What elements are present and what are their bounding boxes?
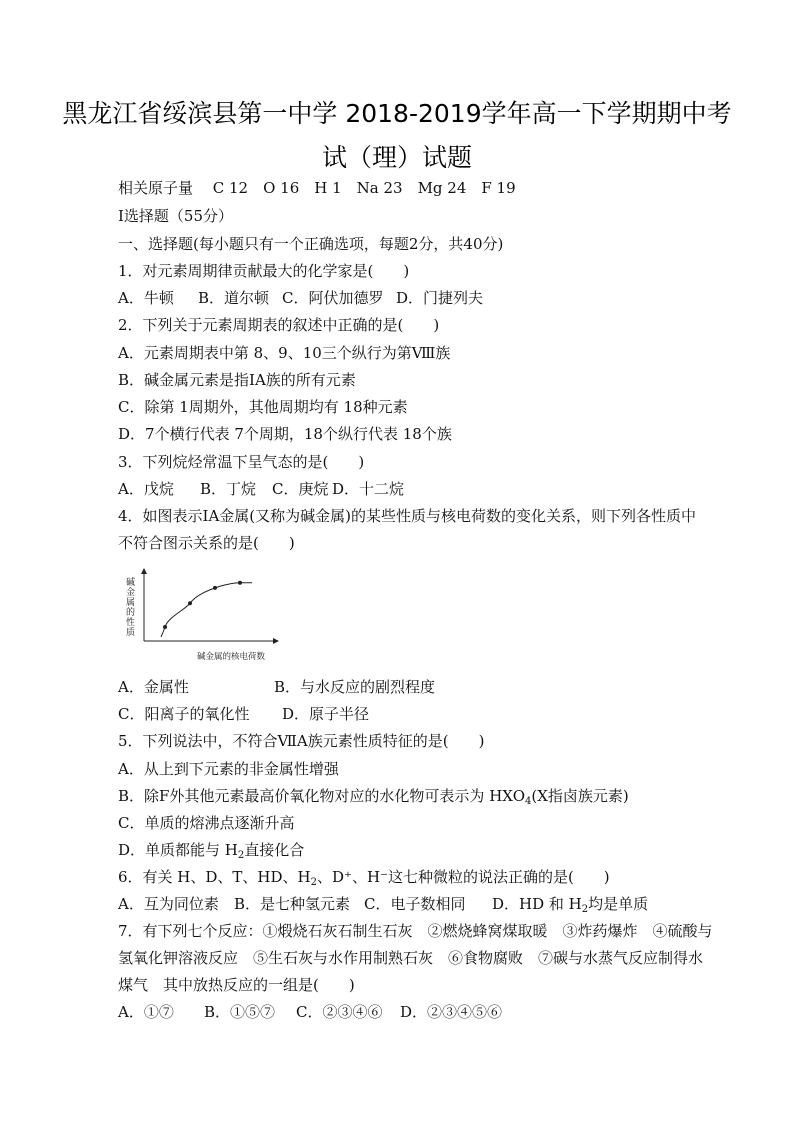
chart-series-line <box>161 583 252 637</box>
question-6-stem <box>118 867 718 887</box>
chart-y-label: 碱金属的性质 <box>126 578 136 638</box>
q3-option-a: A．戊烷 <box>118 480 174 498</box>
q4-option-a: A．金属性 <box>118 678 189 696</box>
q6-option-c: C．电子数相同 <box>364 895 466 913</box>
q6-option-d-text: D．HD 和 H <box>492 895 582 913</box>
question-5-stem: 5．下列说法中，不符合ⅦA族元素性质特征的是( ) <box>118 732 485 750</box>
section-heading: Ⅰ选择题（55分） <box>118 207 234 225</box>
q4-option-c: C．阳离子的氧化性 <box>118 705 250 723</box>
q5-option-b <box>118 786 718 806</box>
question-4-options-row1 <box>118 677 718 697</box>
chart-data-point-1 <box>163 625 167 629</box>
question-4-options-row2 <box>118 704 718 724</box>
question-4-stem-line2: 不符合图示关系的是( ) <box>118 534 295 552</box>
question-7-stem-line3: 煤气 其中放热反应的一组是( ) <box>118 976 355 994</box>
q6-stem-subscript: 2 <box>310 877 317 888</box>
question-2-stem: 2．下列关于元素周期表的叙述中正确的是( ) <box>118 316 440 334</box>
q5-option-b-subscript: 4 <box>525 796 532 807</box>
q5-option-d-subscript: 2 <box>237 850 245 861</box>
q2-option-a: A．元素周期表中第 8、9、10三个纵行为第Ⅷ族 <box>118 344 451 362</box>
q6-option-d-tail: 均是单质 <box>588 895 649 913</box>
question-3-stem: 3．下列烷烃常温下呈气态的是( ) <box>118 453 365 471</box>
q5-option-a: A．从上到下元素的非金属性增强 <box>118 760 339 778</box>
q3-option-d: D．十二烷 <box>332 480 405 498</box>
question-4-stem-line1: 4．如图表示ⅠA金属(又称为碱金属)的某些性质与核电荷数的变化关系，则下列各性质中 <box>118 507 697 525</box>
q5-option-b-tail: (X指卤族元素) <box>531 787 629 805</box>
q7-option-d: D．②③④⑤⑥ <box>400 1003 503 1021</box>
question-7-stem-line1: 7．有下列七个反应：①煅烧石灰石制生石灰 ②燃烧蜂窝煤取暖 ③炸药爆炸 ④硫酸与 <box>118 922 713 940</box>
question-6-options <box>118 894 718 914</box>
question-7-stem-line2: 氢氧化钾溶液反应 ⑤生石灰与水作用制熟石灰 ⑥食物腐败 ⑦碳与水蒸气反应制得水 <box>118 949 704 967</box>
q2-option-d: D．7个横行代表 7个周期，18个纵行代表 18个族 <box>118 425 452 443</box>
question-1-stem: 1．对元素周期律贡献最大的化学家是( ) <box>118 262 410 280</box>
part-heading: 一、选择题(每小题只有一个正确选项，每题2分，共40分) <box>118 235 504 253</box>
q5-option-b-text: B．除F外其他元素最高价氧化物对应的水化物可表示为 HXO <box>118 787 525 805</box>
q4-option-b: B．与水反应的剧烈程度 <box>274 678 436 696</box>
q6-option-d-subscript: 2 <box>581 904 589 915</box>
chart-data-point-4 <box>238 581 242 585</box>
q2-option-c: C．除第 1周期外，其他周期均有 18种元素 <box>118 398 408 416</box>
question-7-options <box>118 1002 718 1022</box>
q5-option-d-text: D．单质都能与 H <box>118 841 238 859</box>
q6-stem-tail: 、D⁺、H⁻这七种微粒的说法正确的是( ) <box>317 868 610 886</box>
q1-option-d: D．门捷列夫 <box>396 289 484 307</box>
chart-data-point-3 <box>213 586 217 590</box>
chart-x-label: 碱金属的核电荷数 <box>197 652 266 662</box>
q4-option-d: D．原子半径 <box>282 705 370 723</box>
q1-option-a: A．牛顿 <box>118 289 174 307</box>
q6-option-a: A．互为同位素 <box>118 895 219 913</box>
atomic-mass-line: 相关原子量 C 12 O 16 H 1 Na 23 Mg 24 F 19 <box>118 179 516 197</box>
q1-option-b: B．道尔顿 <box>198 289 270 307</box>
q2-option-b: B．碱金属元素是指ⅠA族的所有元素 <box>118 371 356 389</box>
q6-option-b: B．是七种氢元素 <box>234 895 351 913</box>
q5-option-c: C．单质的熔沸点逐渐升高 <box>118 814 295 832</box>
question-3-options <box>118 479 718 499</box>
q7-option-b: B．①⑤⑦ <box>204 1003 276 1021</box>
q6-stem-text: 6．有关 H、D、T、HD、H <box>118 868 311 886</box>
q7-option-c: C．②③④⑥ <box>296 1003 383 1021</box>
exam-title-line1: 黑龙江省绥滨县第一中学 2018-2019学年高一下学期期中考 <box>62 99 732 128</box>
q7-option-a: A．①⑦ <box>118 1003 174 1021</box>
q3-option-c: C．庚烷 <box>272 480 329 498</box>
q3-option-b: B．丁烷 <box>200 480 257 498</box>
q5-option-d-tail: 直接化合 <box>244 841 305 859</box>
q1-option-c: C．阿伏加德罗 <box>282 289 384 307</box>
q6-option-d <box>492 894 648 914</box>
chart-data-point-2 <box>188 601 192 605</box>
exam-title-line2: 试（理）试题 <box>321 143 472 172</box>
question-1-options <box>118 288 718 308</box>
q5-option-d <box>118 840 718 860</box>
